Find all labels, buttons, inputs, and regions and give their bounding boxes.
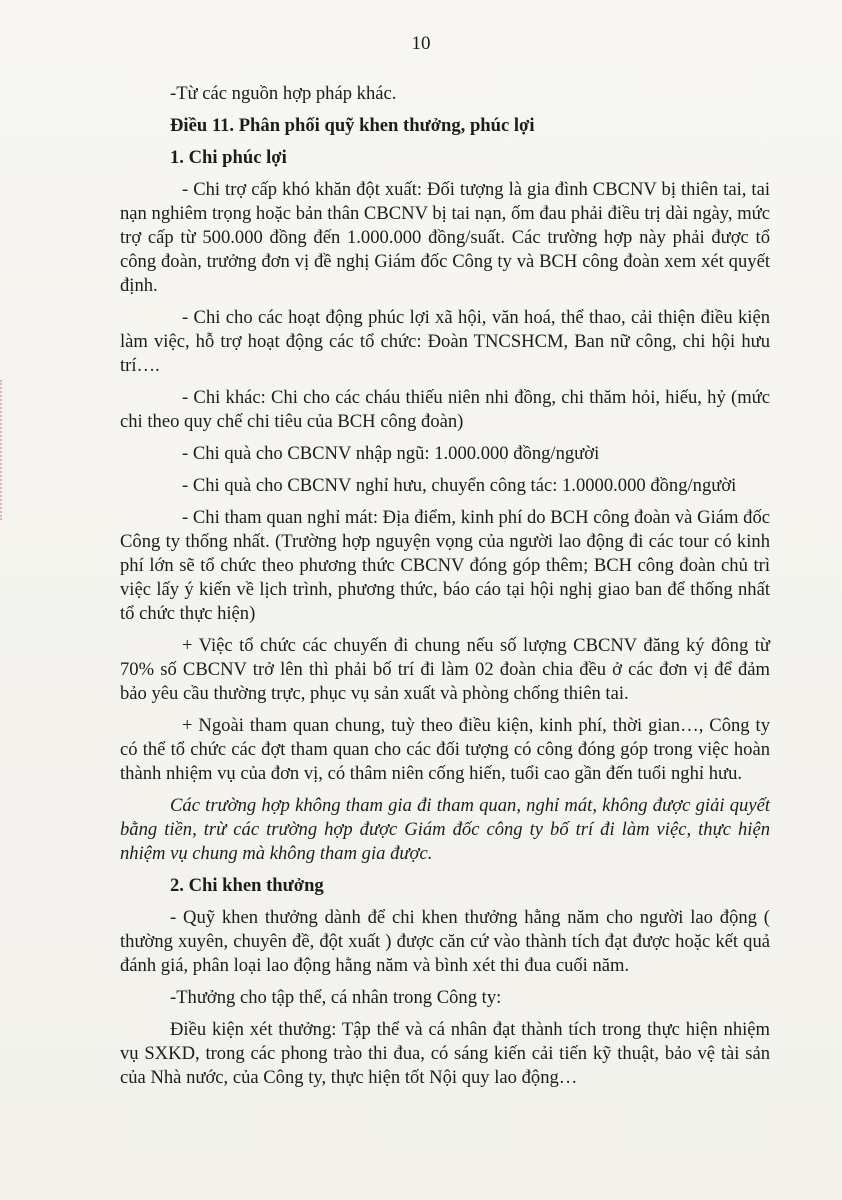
paragraph-italic: Các trường hợp không tham gia đi tham quan, nghỉ mát, không được giải quyết bằng tiền, trừ các trường hợp được Giám đốc công ty bố trí đi làm việc, thực hiện nhiệm vụ chung mà không tham gia được. — [120, 795, 770, 864]
page-number: 10 — [411, 33, 431, 54]
paragraph: + Ngoài tham quan chung, tuỳ theo điều kiện, kinh phí, thời gian…, Công ty có thể tổ chức các đợt tham quan cho các đối tượng có công đóng góp trong việc hoàn thành nhiệm vụ của đơn vị, có thâm niên cống hiến, tuổi cao gần đến tuổi nghỉ hưu. — [120, 715, 770, 784]
paragraph: - Chi cho các hoạt động phúc lợi xã hội, văn hoá, thể thao, cải thiện điều kiện làm việc, hỗ trợ hoạt động các tổ chức: Đoàn TNCSHCM, Ban nữ công, chi hội hưu trí…. — [120, 307, 770, 376]
paragraph: - Chi quà cho CBCNV nghỉ hưu, chuyển công tác: 1.0000.000 đồng/người — [182, 475, 737, 496]
document-body — [120, 82, 770, 1098]
paragraph: - Chi khác: Chi cho các cháu thiếu niên nhi đồng, chi thăm hỏi, hiếu, hỷ (mức chi theo quy chế chi tiêu của BCH công đoàn) — [120, 387, 770, 432]
paragraph: - Chi trợ cấp khó khăn đột xuất: Đối tượng là gia đình CBCNV bị thiên tai, tai nạn nghiêm trọng hoặc bản thân CBCNV bị tai nạn, ốm đau phải điều trị dài ngày, mức trợ cấp từ 500.000 đồng đến 1.000.000 đồng/suất. Các trường hợp này phải được tổ công đoàn, trưởng đơn vị đề nghị Giám đốc Công ty và BCH công đoàn xem xét quyết định. — [120, 179, 770, 296]
paragraph: - Chi quà cho CBCNV nhập ngũ: 1.000.000 đồng/người — [182, 443, 600, 464]
paragraph: Điều kiện xét thưởng: Tập thể và cá nhân đạt thành tích trong thực hiện nhiệm vụ SXKD, trong các phong trào thi đua, có sáng kiến cải tiến kỹ thuật, bảo vệ tài sản của Nhà nước, của Công ty, thực hiện tốt Nội quy lao động… — [120, 1019, 770, 1088]
paragraph: + Việc tổ chức các chuyến đi chung nếu số lượng CBCNV đăng ký đông từ 70% số CBCNV trở lên thì phải bố trí đi làm 02 đoàn chia đều ở các đơn vị để đảm bảo yêu cầu thường trực, phục vụ sản xuất và phòng chống thiên tai. — [120, 635, 770, 704]
article-heading: Điều 11. Phân phối quỹ khen thưởng, phúc lợi — [170, 115, 535, 136]
paragraph: - Chi tham quan nghỉ mát: Địa điểm, kinh phí do BCH công đoàn và Giám đốc Công ty thống nhất. (Trường hợp nguyện vọng của người lao động đi các tour có kinh phí lớn sẽ tổ chức theo phương thức CBCNV đóng góp thêm; BCH công đoàn chủ trì việc lấy ý kiến về lịch trình, phương thức, báo cáo tại hội nghị giao ban để thống nhất tổ chức thực hiện) — [120, 507, 770, 624]
paragraph: - Quỹ khen thưởng dành để chi khen thưởng hằng năm cho người lao động ( thường xuyên, chuyên đề, đột xuất ) được căn cứ vào thành tích đạt được hoặc kết quả đánh giá, phân loại lao động hằng năm và bình xét thi đua cuối năm. — [120, 907, 770, 976]
section-heading: 1. Chi phúc lợi — [170, 147, 287, 168]
margin-mark — [0, 380, 8, 520]
paragraph: -Từ các nguồn hợp pháp khác. — [170, 83, 397, 104]
paragraph: -Thưởng cho tập thể, cá nhân trong Công ty: — [170, 987, 502, 1008]
section-heading: 2. Chi khen thưởng — [170, 875, 324, 896]
